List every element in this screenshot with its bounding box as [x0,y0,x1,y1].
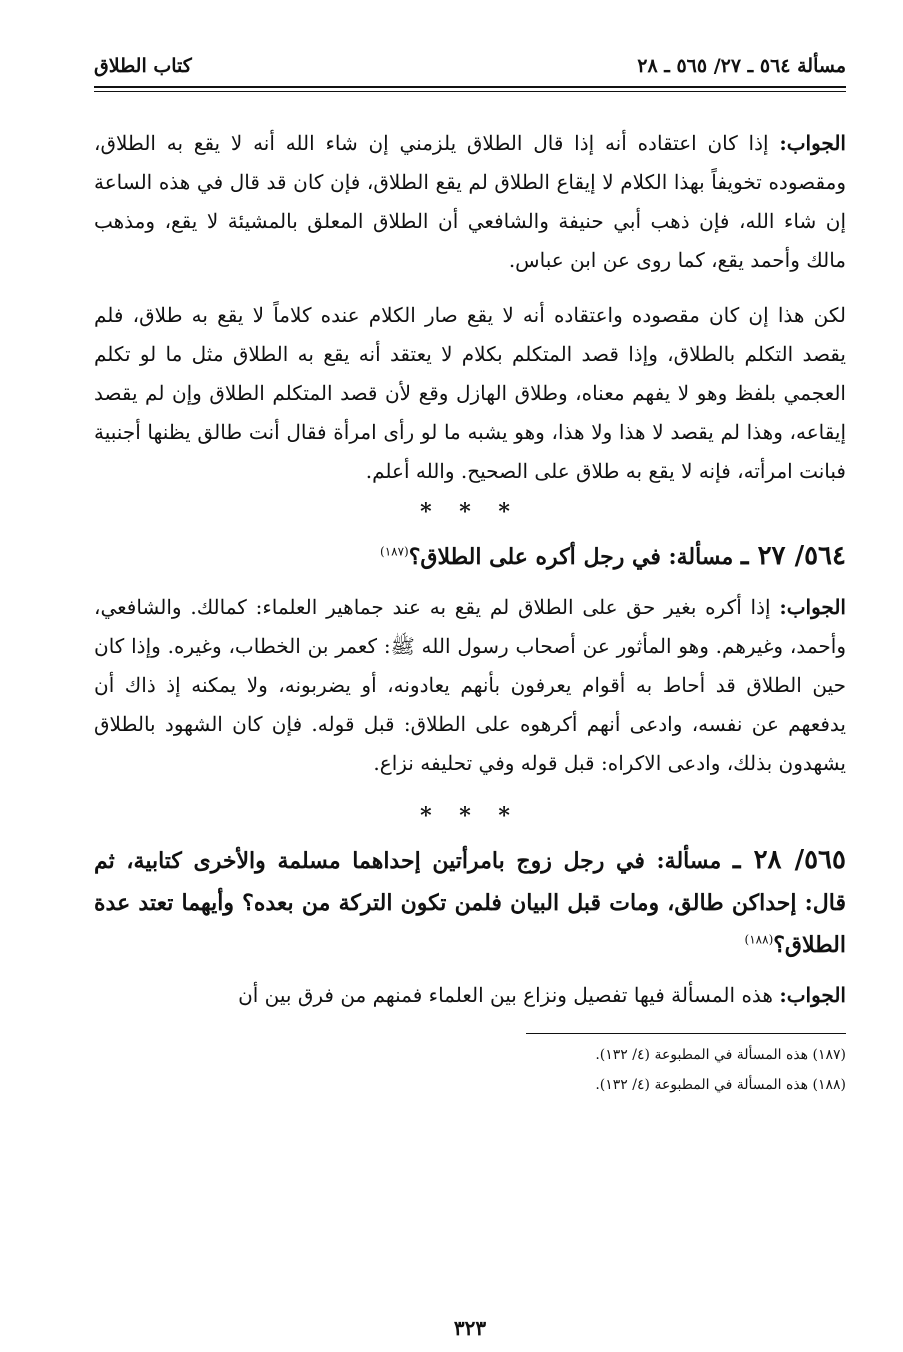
section-separator: * * * [420,803,520,829]
question-title: في رجل زوج بامرأتين إحداهما مسلمة والأخرى كتابية، ثم قال: إحداكن طالق، ومات قبل البيان فلمن تكون التركة من بعده؟ وأيهما تعتد عدة الطلاق؟ [94,848,846,958]
header-rule-thin [94,91,846,92]
page-number: ٣٢٣ [453,1316,487,1340]
question-label: مسألة: [668,544,734,570]
footnotes [94,1040,846,1100]
answer-paragraph-2 [94,296,846,491]
section-separator: * * * [420,499,520,525]
paragraph-text: لكن هذا إن كان مقصوده واعتقاده أنه لا يقع صار الكلام عنده كلاماً لا يقع به طلاق، فلم يقصد التكلم بالطلاق، وإذا قصد المتكلم بكلام لا يعتقد أنه يقع به الطلاق مثل ما لو تكلم العجمي بلفظ وهو لا يفهم معناه، وطلاق الهازل وقع لأن قصد المتكلم الطلاق وإن لم يقصد إيقاعه، وهذا لم يقصد لا هذا ولا هذا، وهو يشبه ما لو رأى امرأة فقال أنت طالق يظنها أجنبية فبانت امرأته، فإنه لا يقع به طلاق على الصحيح. والله أعلم. [94,303,846,483]
footnote-rule [526,1033,846,1034]
footnote-188: (١٨٨) هذه المسألة في المطبوعة (٤/ ١٣٢). [595,1077,846,1093]
header-rule-thick [94,86,846,88]
question-number: ٥٦٥/ ٢٨ ـ [732,845,846,875]
book-page [94,48,846,1338]
question-label: مسألة: [656,848,722,874]
question-heading-28 [94,839,846,966]
question-number: ٥٦٤/ ٢٧ ـ [740,541,846,571]
footnote-ref: (١٨٧) [380,544,409,559]
answer-text: إذا أكره بغير حق على الطلاق لم يقع به عند جماهير العلماء: كمالك. والشافعي، وأحمد، وغيرهم. وهو المأثور عن أصحاب رسول الله ﷺ: كعمر بن الخطاب، وغيره. وإذا كان حين الطلاق قد أحاط به أقوام يعرفون بأنهم يعادونه، أو يضربونه، ولا يمكنه إذ ذاك أن يدفعهم عن نفسه، وادعى أنهم أكرهوه على الطلاق: قبل قوله. فإن كان الشهود بالطلاق يشهدون بذلك، وادعى الاكراه: قبل قوله وفي تحليفه نزاع. [94,595,846,775]
running-head [94,48,846,84]
answer-text: هذه المسألة فيها تفصيل ونزاع بين العلماء فمنهم من فرق بين أن [238,983,780,1007]
answer-label: الجواب: [779,983,846,1007]
question-title: في رجل أكره على الطلاق؟ [408,544,669,570]
answer-paragraph-1 [94,124,846,280]
answer-paragraph-4 [94,976,846,1015]
footnote-ref: (١٨٨) [744,932,774,947]
answer-text: إذا كان اعتقاده أنه إذا قال الطلاق يلزمني إن شاء الله أنه لا يقع به الطلاق، ومقصوده تخويفاً بهذا الكلام لا إيقاع الطلاق لم يقع الطلاق، فإن كان قد قال في هذه الساعة إن شاء الله، فإن ذهب أبي حنيفة والشافعي أن الطلاق المعلق بالمشيئة لا يقع، ومذهب مالك وأحمد يقع، كما روى عن ابن عباس. [94,131,846,272]
answer-label: الجواب: [779,131,846,155]
running-head-book-title: كتاب الطلاق [94,55,192,77]
answer-label: الجواب: [779,595,846,619]
running-head-issue-numbers: مسألة ٥٦٤ ـ ٢٧/ ٥٦٥ ـ ٢٨ [637,55,846,77]
question-heading-27 [94,535,846,578]
answer-paragraph-3 [94,588,846,783]
footnote-187: (١٨٧) هذه المسألة في المطبوعة (٤/ ١٣٢). [595,1047,846,1063]
